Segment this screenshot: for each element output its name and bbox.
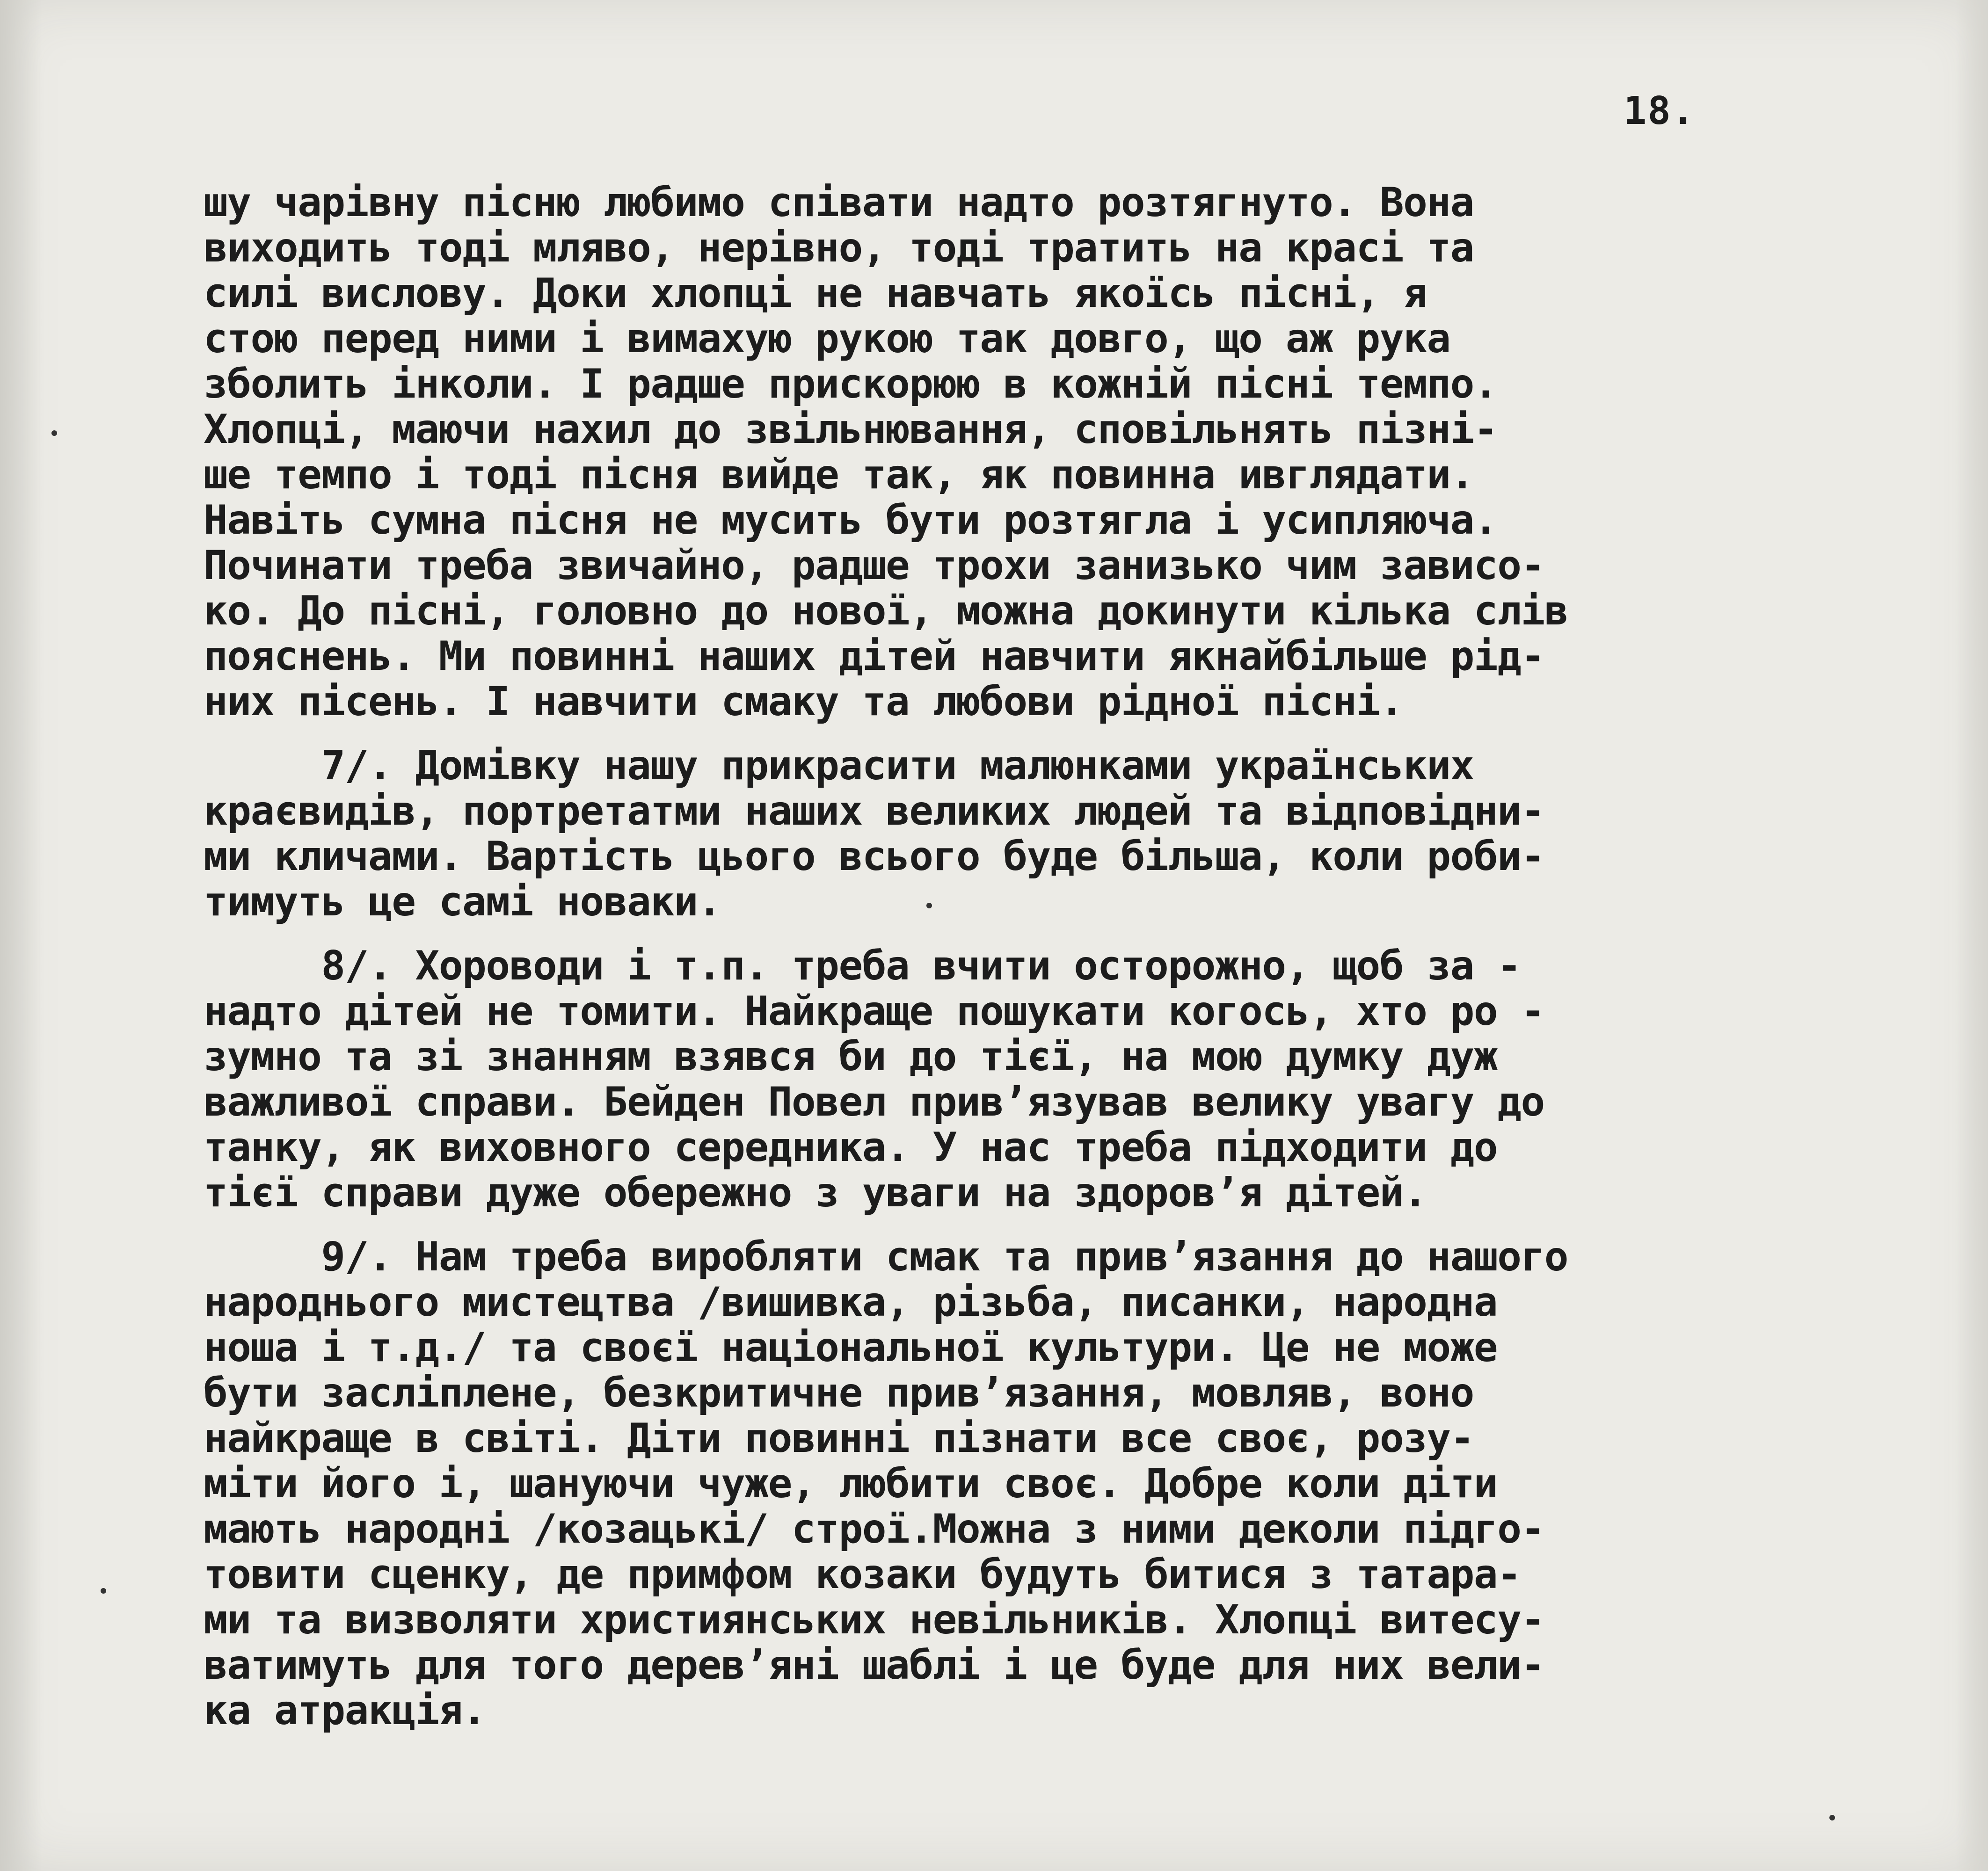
text-line: найкраще в світі. Діти повинні пізнати все своє, розу- — [204, 1415, 1474, 1462]
page-number: 18. — [1624, 89, 1696, 133]
scan-right-edge — [1955, 0, 1988, 1871]
paragraph-gap — [204, 1216, 1841, 1234]
text-line: бути засліплене, безкритичне прив’язання, мовляв, воно — [204, 1370, 1474, 1416]
text-line: Навіть сумна пісня не мусить бути розтягла і усипляюча. — [204, 497, 1498, 544]
text-line: міти його і, шануючи чуже, любити своє. Добре коли діти — [204, 1460, 1498, 1507]
text-line: тимуть це самі новаки. — [204, 878, 721, 925]
text-line: краєвидів, портретатми наших великих людей та відповідни- — [204, 788, 1544, 834]
text-line: ко. До пісні, головно до нової, можна докинути кілька слів — [204, 587, 1568, 634]
text-line: танку, як виховного середника. У нас треба підходити до — [204, 1124, 1498, 1171]
text-line: ше темпо і тоді пісня вийде так, як повинна ивглядати. — [204, 451, 1474, 498]
text-line: народнього мистецтва /вишивка, різьба, писанки, народна — [204, 1279, 1498, 1326]
paragraph-2 — [204, 743, 1841, 925]
scan-speck — [926, 903, 932, 908]
text-line: Починати треба звичайно, радше трохи занизько чим зависо- — [204, 542, 1544, 589]
typed-text-body — [204, 180, 1841, 1733]
text-line: тієї справи дуже обережно з уваги на здоров’я дітей. — [204, 1169, 1427, 1216]
paragraph-3 — [204, 943, 1841, 1216]
text-line: ми кличами. Вартість цього всього буде більша, коли роби- — [204, 833, 1544, 880]
paragraph-gap — [204, 925, 1841, 943]
text-line: товити сценку, де примфом козаки будуть битися з татара- — [204, 1551, 1521, 1598]
text-line: 7/. Домівку нашу прикрасити малюнками українських — [204, 742, 1474, 789]
text-line: зумно та зі знанням взявся би до тієї, на мою думку дуж — [204, 1033, 1498, 1080]
scan-left-shadow — [0, 0, 42, 1871]
scan-speck — [1829, 1815, 1835, 1820]
text-line: 8/. Хороводи і т.п. треба вчити осторожно, щоб за - — [204, 943, 1521, 989]
paragraph-gap — [204, 725, 1841, 743]
paragraph-4 — [204, 1234, 1841, 1733]
paragraph-1 — [204, 180, 1841, 725]
scan-speck — [101, 1588, 106, 1594]
scan-speck — [51, 430, 57, 436]
text-line: мають народні /козацькі/ строї.Можна з ними деколи підго- — [204, 1506, 1544, 1552]
text-line: силі вислову. Доки хлопці не навчать якоїсь пісні, я — [204, 270, 1427, 317]
text-line: ми та визволяти християнських невільників. Хлопці витесу- — [204, 1596, 1544, 1643]
text-line: надто дітей не томити. Найкраще пошукати когось, хто ро - — [204, 988, 1544, 1035]
text-line: стою перед ними і вимахую рукою так довго, що аж рука — [204, 315, 1450, 362]
text-line: Хлопці, маючи нахил до звільнювання, сповільнять пізні- — [204, 406, 1498, 453]
text-line: ноша і т.д./ та своєї національної культури. Це не може — [204, 1324, 1498, 1371]
text-line: важливої справи. Бейден Повел прив’язував велику увагу до — [204, 1079, 1544, 1125]
text-line: 9/. Нам треба виробляти смак та прив’язання до нашого — [204, 1233, 1568, 1280]
text-line: ка атракція. — [204, 1687, 486, 1734]
text-line: зболить інколи. І радше прискорюю в кожній пісні темпо. — [204, 361, 1498, 407]
text-line: пояснень. Ми повинні наших дітей навчити якнайбільше рід- — [204, 633, 1544, 680]
text-line: ватимуть для того дерев’яні шаблі і це буде для них вели- — [204, 1642, 1544, 1689]
text-line: шу чарівну пісню любимо співати надто розтягнуто. Вона — [204, 179, 1474, 226]
text-line: виходить тоді мляво, нерівно, тоді тратить на красі та — [204, 225, 1474, 271]
text-line: них пісень. І навчити смаку та любови рідної пісні. — [204, 678, 1404, 725]
